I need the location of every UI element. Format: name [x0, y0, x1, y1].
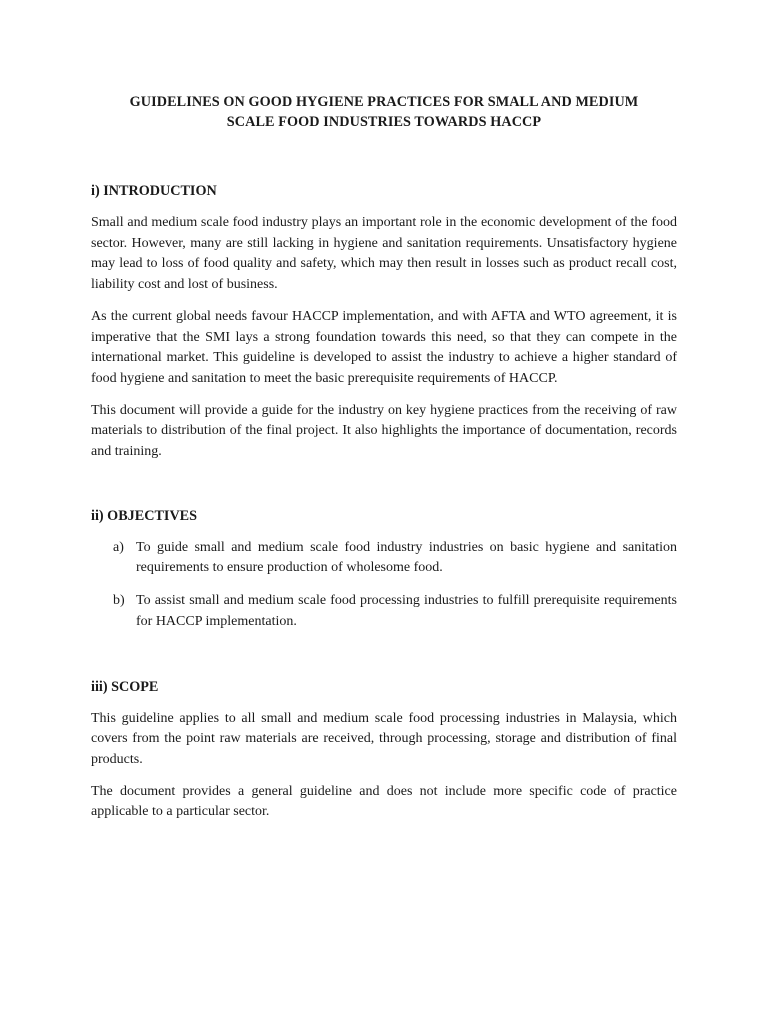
title-line-1: GUIDELINES ON GOOD HYGIENE PRACTICES FOR SMALL AND MEDIUM	[129, 94, 639, 110]
scope-paragraph-2: The document provides a general guideline and does not include more specific code of practice applicable to a particular sector.	[91, 783, 677, 820]
objective-text: To assist small and medium scale food processing industries to fulfill prerequisite requirements for HACCP implementation.	[136, 593, 677, 629]
introduction-paragraph-2: As the current global needs favour HACCP implementation, and with AFTA and WTO agreement, it is imperative that the SMI lays a strong foundation towards this need, so that they can compete in the international market. This guideline is developed to assist the industry to achieve a higher standard of food hygiene and sanitation to meet the basic prerequisite requirements of HACCP.	[91, 308, 677, 386]
objective-marker: a)	[113, 539, 124, 555]
objectives-heading: ii) OBJECTIVES	[91, 507, 198, 524]
introduction-paragraph-3: This document will provide a guide for the industry on key hygiene practices from the receiving of raw materials to distribution of the final project. It also highlights the importance of documentation, records and training.	[91, 402, 677, 460]
objective-item	[91, 538, 677, 579]
scope-paragraph-1: This guideline applies to all small and medium scale food processing industries in Malaysia, which covers from the point raw materials are received, through processing, storage and distribution of final products.	[91, 710, 677, 767]
objective-item	[91, 591, 677, 632]
introduction-paragraph-1: Small and medium scale food industry plays an important role in the economic development of the food sector. However, many are still lacking in hygiene and sanitation requirements. Unsatisfactory hygiene may lead to loss of food quality and safety, which may then result in losses such as product recall cost, liability cost and lost of business.	[91, 215, 677, 293]
objectives-list	[91, 538, 677, 633]
document-title	[91, 92, 677, 132]
title-line-2: SCALE FOOD INDUSTRIES TOWARDS HACCP	[226, 114, 542, 130]
document-body	[91, 92, 677, 823]
objective-marker: b)	[113, 593, 125, 609]
introduction-heading: i) INTRODUCTION	[91, 183, 217, 199]
scope-heading: iii) SCOPE	[91, 678, 159, 695]
objective-text: To guide small and medium scale food industry industries on basic hygiene and sanitation requirements to ensure production of wholesome food.	[136, 539, 677, 576]
